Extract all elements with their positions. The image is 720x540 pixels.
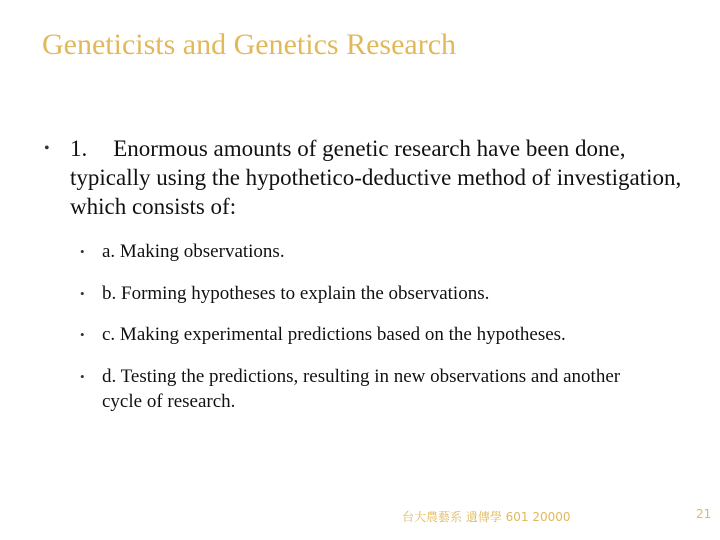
sub-bullet-text: b. Forming hypotheses to explain the observations.: [102, 283, 490, 304]
main-bullet-text: [70, 134, 694, 221]
bullet-icon: •: [80, 369, 85, 384]
page-number: 21: [696, 507, 712, 521]
bullet-icon: •: [80, 327, 85, 342]
sub-bullet-text: c. Making experimental predictions based on the hypotheses.: [102, 324, 566, 345]
main-bullet-body: Enormous amounts of genetic research have been done, typically using the hypothetico-deductive method of investigation, which consists of:: [70, 136, 682, 219]
footer-course-label: 台大農藝系 遺傳學 601 20000: [402, 510, 571, 524]
bullet-icon: •: [44, 140, 50, 157]
bullet-icon: •: [80, 244, 85, 259]
sub-bullet-text: a. Making observations.: [102, 241, 285, 262]
sub-bullet-item: [80, 239, 660, 264]
main-bullet: [44, 134, 694, 221]
sub-bullet-text: d. Testing the predictions, resulting in new observations and another cycle of research.: [102, 366, 621, 412]
bullet-icon: •: [80, 286, 85, 301]
slide-title: Geneticists and Genetics Research: [42, 28, 457, 61]
main-bullet-number: 1.: [70, 136, 88, 161]
sub-bullet-item: [80, 322, 660, 347]
sub-bullet-item: [80, 281, 660, 306]
sub-bullet-item: [80, 364, 660, 414]
